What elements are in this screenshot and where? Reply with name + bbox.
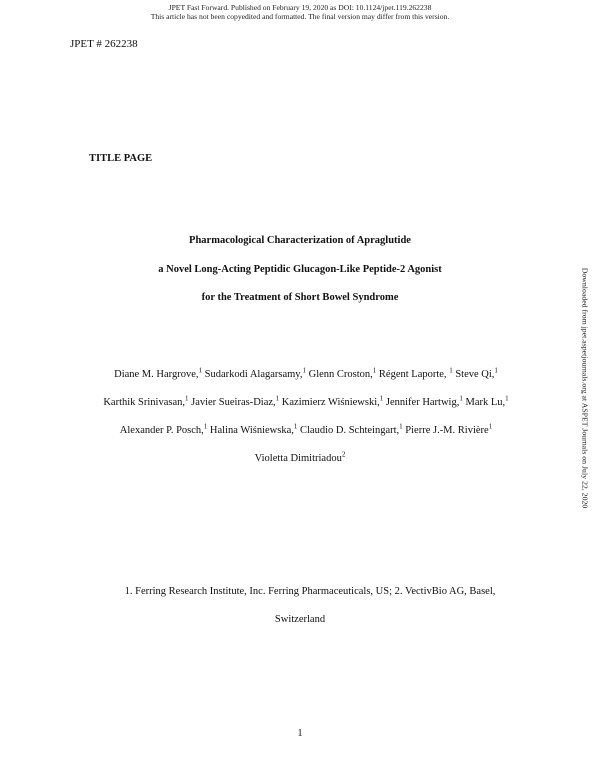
author	[201, 366, 306, 380]
author-name: Claudio D. Schteingart,	[297, 425, 400, 436]
authors-line-2	[6, 394, 600, 408]
author-name: Violetta Dimitriadou	[254, 453, 342, 464]
author-name: Pierre J.-M. Rivière	[402, 425, 489, 436]
author-affiliation: 1	[459, 394, 463, 403]
author	[103, 394, 189, 408]
author-affiliation: 1	[505, 394, 509, 403]
author-name: Diane M. Hargrove,	[114, 369, 199, 380]
journal-header-line1: JPET Fast Forward. Published on February 19, 2020 as DOI: 10.1124/jpet.119.262238	[168, 3, 432, 12]
author-name: Sudarkodi Alagarsamy,	[201, 369, 303, 380]
author	[188, 394, 280, 408]
download-sidebar-note: Downloaded from jpet.aspetjournals.org at ASPET Journals on July 22, 2020	[580, 267, 590, 509]
journal-header-line2: This article has not been copyedited and formatted. The final version may differ from this version.	[150, 12, 450, 21]
author	[376, 366, 453, 380]
author-name: Glenn Croston,	[306, 369, 373, 380]
author-affiliation: 2	[341, 450, 346, 459]
authors-line-3	[6, 422, 600, 436]
author-name: Mark Lu,	[462, 397, 506, 408]
author-affiliation: 1	[198, 366, 202, 375]
author-name: Javier Sueiras-Diaz,	[188, 397, 276, 408]
author	[462, 394, 509, 408]
author-affiliation: 1	[494, 366, 498, 375]
author	[306, 366, 377, 380]
author-affiliation: 1	[399, 422, 403, 431]
author-affiliation: 1	[302, 366, 306, 375]
author-name: Karthik Srinivasan,	[103, 397, 185, 408]
author	[254, 450, 346, 464]
affiliations-line-2: Switzerland	[274, 614, 326, 625]
author-affiliation: 1	[379, 394, 384, 403]
author-affiliation: 1	[449, 366, 453, 375]
manuscript-id: JPET # 262238	[70, 38, 138, 50]
author	[402, 422, 493, 436]
author-affiliation: 1	[184, 394, 189, 403]
author-affiliation: 1	[203, 422, 208, 431]
author-affiliation: 1	[488, 422, 493, 431]
author-name: Steve Qi,	[452, 369, 495, 380]
title-line-2: a Novel Long-Acting Peptidic Glucagon-Like Peptide-2 Agonist	[158, 264, 442, 275]
author-name: Kazimierz Wiśniewski,	[279, 397, 380, 408]
author-affiliation: 1	[293, 422, 298, 431]
author-name: Alexander P. Posch,	[119, 425, 204, 436]
author	[119, 422, 208, 436]
author	[279, 394, 384, 408]
title-line-1: Pharmacological Characterization of Apraglutide	[189, 235, 411, 246]
author	[452, 366, 498, 380]
author	[207, 422, 298, 436]
author-name: Régent Laporte,	[376, 369, 450, 380]
author	[297, 422, 403, 436]
author-affiliation: 1	[275, 394, 280, 403]
authors-line-4	[0, 450, 600, 464]
title-line-3: for the Treatment of Short Bowel Syndrome	[201, 292, 399, 303]
authors-line-1	[6, 366, 600, 380]
affiliations-line-1: 1. Ferring Research Institute, Inc. Ferring Pharmaceuticals, US; 2. VectivBio AG, Basel,	[124, 586, 496, 597]
author	[383, 394, 463, 408]
section-label: TITLE PAGE	[89, 153, 153, 164]
page-number: 1	[297, 728, 303, 739]
author-name: Halina Wiśniewska,	[207, 425, 294, 436]
author	[114, 366, 202, 380]
author-affiliation: 1	[372, 366, 377, 375]
author-name: Jennifer Hartwig,	[383, 397, 460, 408]
